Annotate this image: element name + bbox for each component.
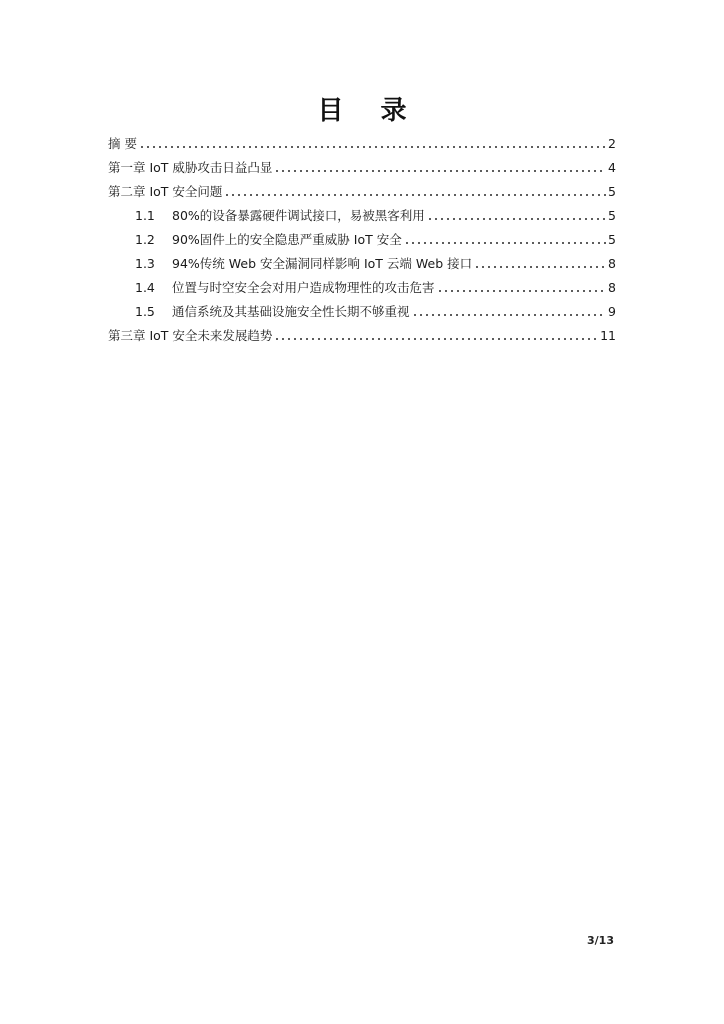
section-number: 1.4 [135,280,155,295]
dot-leader [474,265,606,269]
dot-leader [437,289,607,293]
section-number: 1.1 [135,208,155,223]
toc-entry-page: 8 [608,256,616,271]
dot-leader [139,145,606,149]
section-number: 1.5 [135,304,155,319]
dot-leader [274,169,606,173]
section-title: 90%固件上的安全隐患严重威胁 IoT 安全 [172,232,402,247]
toc-entry-label [135,304,410,320]
section-title: 位置与时空安全会对用户造成物理性的攻击危害 [172,280,435,295]
section-number: 1.2 [135,232,155,247]
dot-leader [404,241,606,245]
toc-subentry[interactable] [108,248,616,272]
toc-entry-label: 第三章 IoT 安全未来发展趋势 [108,328,273,343]
toc-entry-page: 11 [600,328,616,343]
table-of-contents [108,128,616,344]
toc-entry-label [135,208,425,224]
toc-entry[interactable] [108,128,616,152]
toc-subentry[interactable] [108,272,616,296]
dot-leader [412,313,607,317]
page-number: 3/13 [587,934,614,947]
toc-entry-label: 第二章 IoT 安全问题 [108,184,223,199]
dot-leader [427,217,606,221]
toc-entry-label [135,256,472,272]
toc-subentry[interactable] [108,224,616,248]
toc-entry-page: 5 [608,184,616,199]
toc-subentry[interactable] [108,296,616,320]
dot-leader [274,337,598,341]
toc-entry-page: 5 [608,232,616,247]
toc-entry-page: 2 [608,136,616,151]
toc-entry[interactable] [108,152,616,176]
toc-entry-label: 摘 要 [108,136,137,151]
section-title: 94%传统 Web 安全漏洞同样影响 IoT 云端 Web 接口 [172,256,473,271]
toc-title: 目 录 [317,96,421,126]
dot-leader [224,193,606,197]
toc-entry-page: 4 [608,160,616,175]
toc-entry[interactable] [108,320,616,344]
section-number: 1.3 [135,256,155,271]
section-title: 80%的设备暴露硬件调试接口，易被黑客利用 [172,208,425,223]
toc-entry-label [135,280,435,296]
toc-entry-page: 5 [608,208,616,223]
toc-entry-page: 8 [608,280,616,295]
section-title: 通信系统及其基础设施安全性长期不够重视 [172,304,410,319]
toc-entry-page: 9 [608,304,616,319]
toc-subentry[interactable] [108,200,616,224]
toc-entry[interactable] [108,176,616,200]
toc-entry-label [135,232,402,248]
toc-entry-label: 第一章 IoT 威胁攻击日益凸显 [108,160,273,175]
